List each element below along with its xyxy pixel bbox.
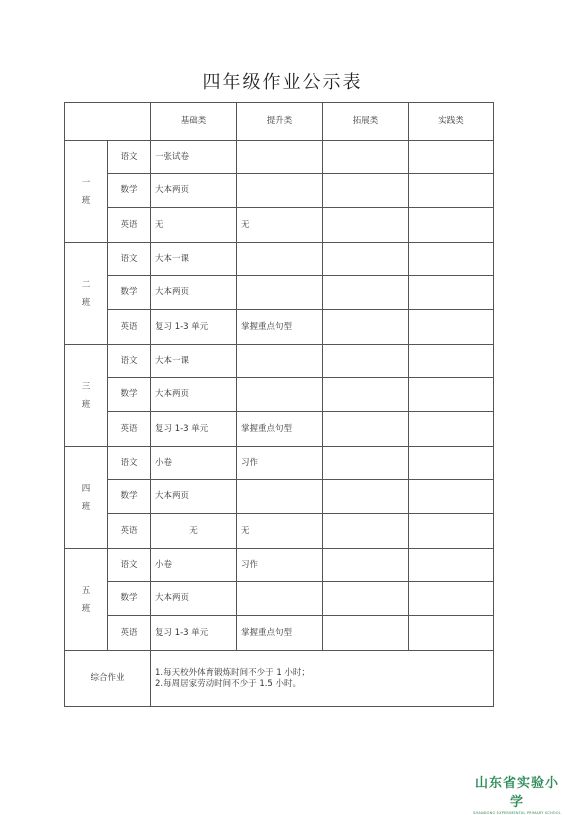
comprehensive-label: 综合作业 — [65, 651, 151, 707]
extend-cell — [323, 447, 409, 480]
basic-cell: 大本一课 — [151, 345, 237, 378]
class-name-char: 三 — [81, 381, 91, 392]
practice-cell — [409, 141, 494, 174]
basic-cell: 大本两页 — [151, 378, 237, 412]
subject-cell: 语文 — [108, 447, 151, 480]
basic-cell: 大本一课 — [151, 243, 237, 276]
table-row — [65, 310, 494, 345]
comprehensive-item: 2.每周居家劳动时间不少于 1.5 小时。 — [155, 678, 302, 689]
subject-cell: 英语 — [108, 310, 151, 345]
practice-cell — [409, 480, 494, 514]
school-logo — [472, 772, 562, 815]
basic-cell: 无 — [151, 208, 237, 243]
improve-cell: 掌握重点句型 — [237, 616, 323, 651]
practice-cell — [409, 310, 494, 345]
homework-table — [64, 102, 494, 707]
comprehensive-row — [65, 651, 494, 707]
basic-cell: 一张试卷 — [151, 141, 237, 174]
class-name-char: 二 — [81, 279, 91, 290]
class-name-char: 四 — [81, 483, 91, 494]
extend-cell — [323, 276, 409, 310]
table-row — [65, 141, 494, 174]
subject-cell: 语文 — [108, 549, 151, 582]
class-name-char: 班 — [81, 501, 91, 512]
basic-cell: 复习 1-3 单元 — [151, 616, 237, 651]
class-name-char: 班 — [81, 297, 91, 308]
table-row — [65, 514, 494, 549]
practice-cell — [409, 582, 494, 616]
class-name-cell — [65, 243, 108, 345]
table-row — [65, 243, 494, 276]
practice-cell — [409, 345, 494, 378]
subject-cell: 数学 — [108, 582, 151, 616]
extend-cell — [323, 141, 409, 174]
table-row — [65, 378, 494, 412]
improve-cell — [237, 243, 323, 276]
extend-cell — [323, 412, 409, 447]
extend-cell — [323, 243, 409, 276]
logo-chinese-name: 山东省实验小学 — [474, 776, 559, 810]
extend-cell — [323, 345, 409, 378]
table-row — [65, 616, 494, 651]
improve-cell: 习作 — [237, 549, 323, 582]
practice-cell — [409, 174, 494, 208]
practice-cell — [409, 447, 494, 480]
comprehensive-item: 1.每天校外体育锻炼时间不少于 1 小时； — [155, 667, 310, 678]
practice-cell — [409, 412, 494, 447]
table-row — [65, 276, 494, 310]
subject-cell: 语文 — [108, 141, 151, 174]
page-title: 四年级作业公示表 — [202, 72, 363, 93]
practice-cell — [409, 616, 494, 651]
improve-cell — [237, 141, 323, 174]
practice-cell — [409, 208, 494, 243]
table-row — [65, 345, 494, 378]
extend-cell — [323, 208, 409, 243]
table-row — [65, 412, 494, 447]
header-improve: 提升类 — [237, 103, 323, 141]
improve-cell: 无 — [237, 514, 323, 549]
subject-cell: 英语 — [108, 616, 151, 651]
extend-cell — [323, 480, 409, 514]
header-practice: 实践类 — [409, 103, 494, 141]
practice-cell — [409, 549, 494, 582]
extend-cell — [323, 549, 409, 582]
class-name-char: 一 — [81, 177, 91, 188]
table-row — [65, 208, 494, 243]
basic-cell: 复习 1-3 单元 — [151, 412, 237, 447]
table-row — [65, 582, 494, 616]
improve-cell — [237, 378, 323, 412]
improve-cell: 掌握重点句型 — [237, 310, 323, 345]
practice-cell — [409, 276, 494, 310]
subject-cell: 语文 — [108, 243, 151, 276]
table-row — [65, 447, 494, 480]
class-name-char: 班 — [81, 603, 91, 614]
subject-cell: 英语 — [108, 208, 151, 243]
class-name-cell — [65, 141, 108, 243]
class-name-char: 班 — [81, 195, 91, 206]
header-basic: 基础类 — [151, 103, 237, 141]
header-corner-cell — [65, 103, 151, 141]
improve-cell — [237, 582, 323, 616]
improve-cell: 习作 — [237, 447, 323, 480]
table-row — [65, 549, 494, 582]
improve-cell — [237, 174, 323, 208]
extend-cell — [323, 310, 409, 345]
improve-cell: 掌握重点句型 — [237, 412, 323, 447]
class-name-cell — [65, 549, 108, 651]
basic-cell: 复习 1-3 单元 — [151, 310, 237, 345]
extend-cell — [323, 174, 409, 208]
logo-english-name: SHANDONG EXPERIMENTAL PRIMARY SCHOOL — [473, 811, 561, 815]
improve-cell — [237, 480, 323, 514]
basic-cell: 大本两页 — [151, 480, 237, 514]
header-row — [65, 103, 494, 141]
subject-cell: 数学 — [108, 276, 151, 310]
basic-cell: 大本两页 — [151, 174, 237, 208]
basic-cell: 小卷 — [151, 549, 237, 582]
improve-cell — [237, 276, 323, 310]
table-row — [65, 174, 494, 208]
subject-cell: 数学 — [108, 378, 151, 412]
subject-cell: 数学 — [108, 174, 151, 208]
subject-cell: 语文 — [108, 345, 151, 378]
practice-cell — [409, 378, 494, 412]
subject-cell: 英语 — [108, 514, 151, 549]
improve-cell: 无 — [237, 208, 323, 243]
extend-cell — [323, 616, 409, 651]
practice-cell — [409, 514, 494, 549]
class-name-char: 五 — [81, 585, 91, 596]
comprehensive-content — [151, 651, 494, 707]
subject-cell: 英语 — [108, 412, 151, 447]
extend-cell — [323, 514, 409, 549]
extend-cell — [323, 582, 409, 616]
header-extend: 拓展类 — [323, 103, 409, 141]
basic-cell: 大本两页 — [151, 276, 237, 310]
practice-cell — [409, 243, 494, 276]
class-name-cell — [65, 345, 108, 447]
class-name-char: 班 — [81, 399, 91, 410]
extend-cell — [323, 378, 409, 412]
basic-cell: 大本两页 — [151, 582, 237, 616]
basic-cell: 小卷 — [151, 447, 237, 480]
improve-cell — [237, 345, 323, 378]
class-name-cell — [65, 447, 108, 549]
table-row — [65, 480, 494, 514]
subject-cell: 数学 — [108, 480, 151, 514]
basic-cell: 无 — [151, 514, 237, 549]
